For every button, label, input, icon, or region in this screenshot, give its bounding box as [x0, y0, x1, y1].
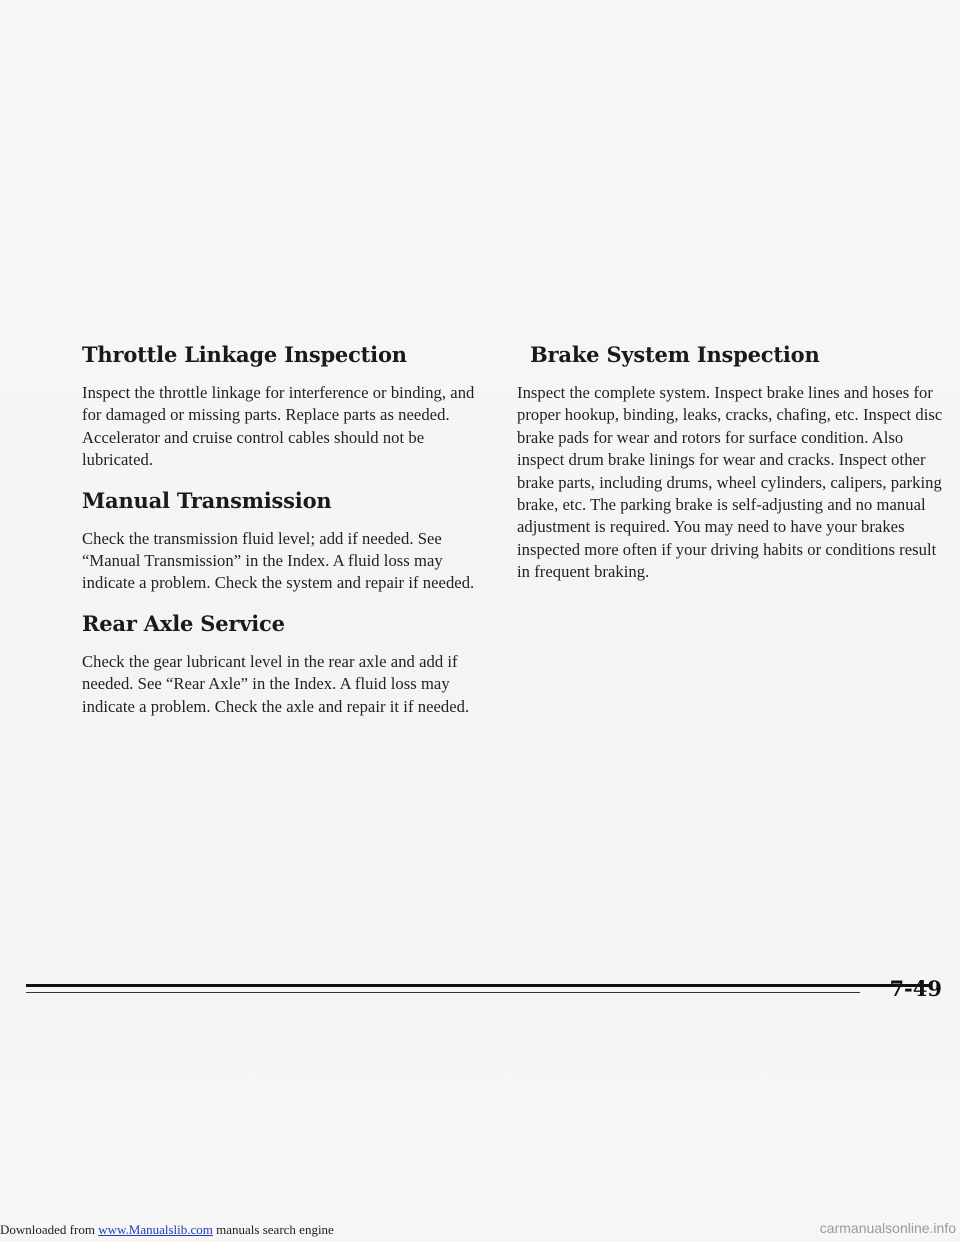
section-brake-system	[502, 340, 948, 584]
footer-rule-thick	[26, 984, 930, 987]
manualslib-link[interactable]: www.Manualslib.com	[98, 1222, 213, 1237]
watermark: carmanualsonline.info	[819, 1220, 956, 1236]
section-title: Rear Axle Service	[82, 610, 285, 636]
section-body: Check the transmission fluid level; add if needed. See “Manual Transmission” in the Index. A fluid loss may indicate a problem. Check the system and repair if needed.	[82, 528, 475, 593]
right-column	[502, 340, 948, 598]
section-body: Inspect the complete system. Inspect brake lines and hoses for proper hookup, binding, leaks, cracks, chafing, etc. Inspect disc brake pads for wear and rotors for surface condition. Also inspect drum brake linings for wear and cracks. Inspect other brake parts, including drums, wheel cylinders, calipers, parking brake, etc. The parking brake is self-adjusting and no manual adjustment is required. You may need to have your brakes inspected more often if your driving habits or conditions result in frequent braking.	[517, 383, 943, 582]
left-column	[82, 340, 494, 732]
download-footer	[0, 1222, 334, 1238]
section-body: Check the gear lubricant level in the rear axle and add if needed. See “Rear Axle” in the Index. A fluid loss may indicate a problem. Check the axle and repair it if needed.	[82, 651, 470, 716]
section-manual-transmission	[82, 486, 494, 595]
footer-rule-thin	[26, 992, 860, 993]
section-title: Manual Transmission	[82, 487, 332, 513]
footer-prefix: Downloaded from	[0, 1222, 99, 1237]
section-title: Brake System Inspection	[530, 342, 820, 367]
section-throttle-linkage	[82, 340, 494, 472]
section-body: Inspect the throttle linkage for interference or binding, and for damaged or missing parts. Replace parts as needed. Accelerator and cruise control cables should not be lubricated.	[82, 383, 475, 470]
footer-suffix: manuals search engine	[212, 1222, 334, 1237]
page-number: 7-49	[889, 976, 942, 1001]
section-title: Throttle Linkage Inspection	[82, 342, 407, 367]
section-rear-axle	[82, 609, 494, 718]
